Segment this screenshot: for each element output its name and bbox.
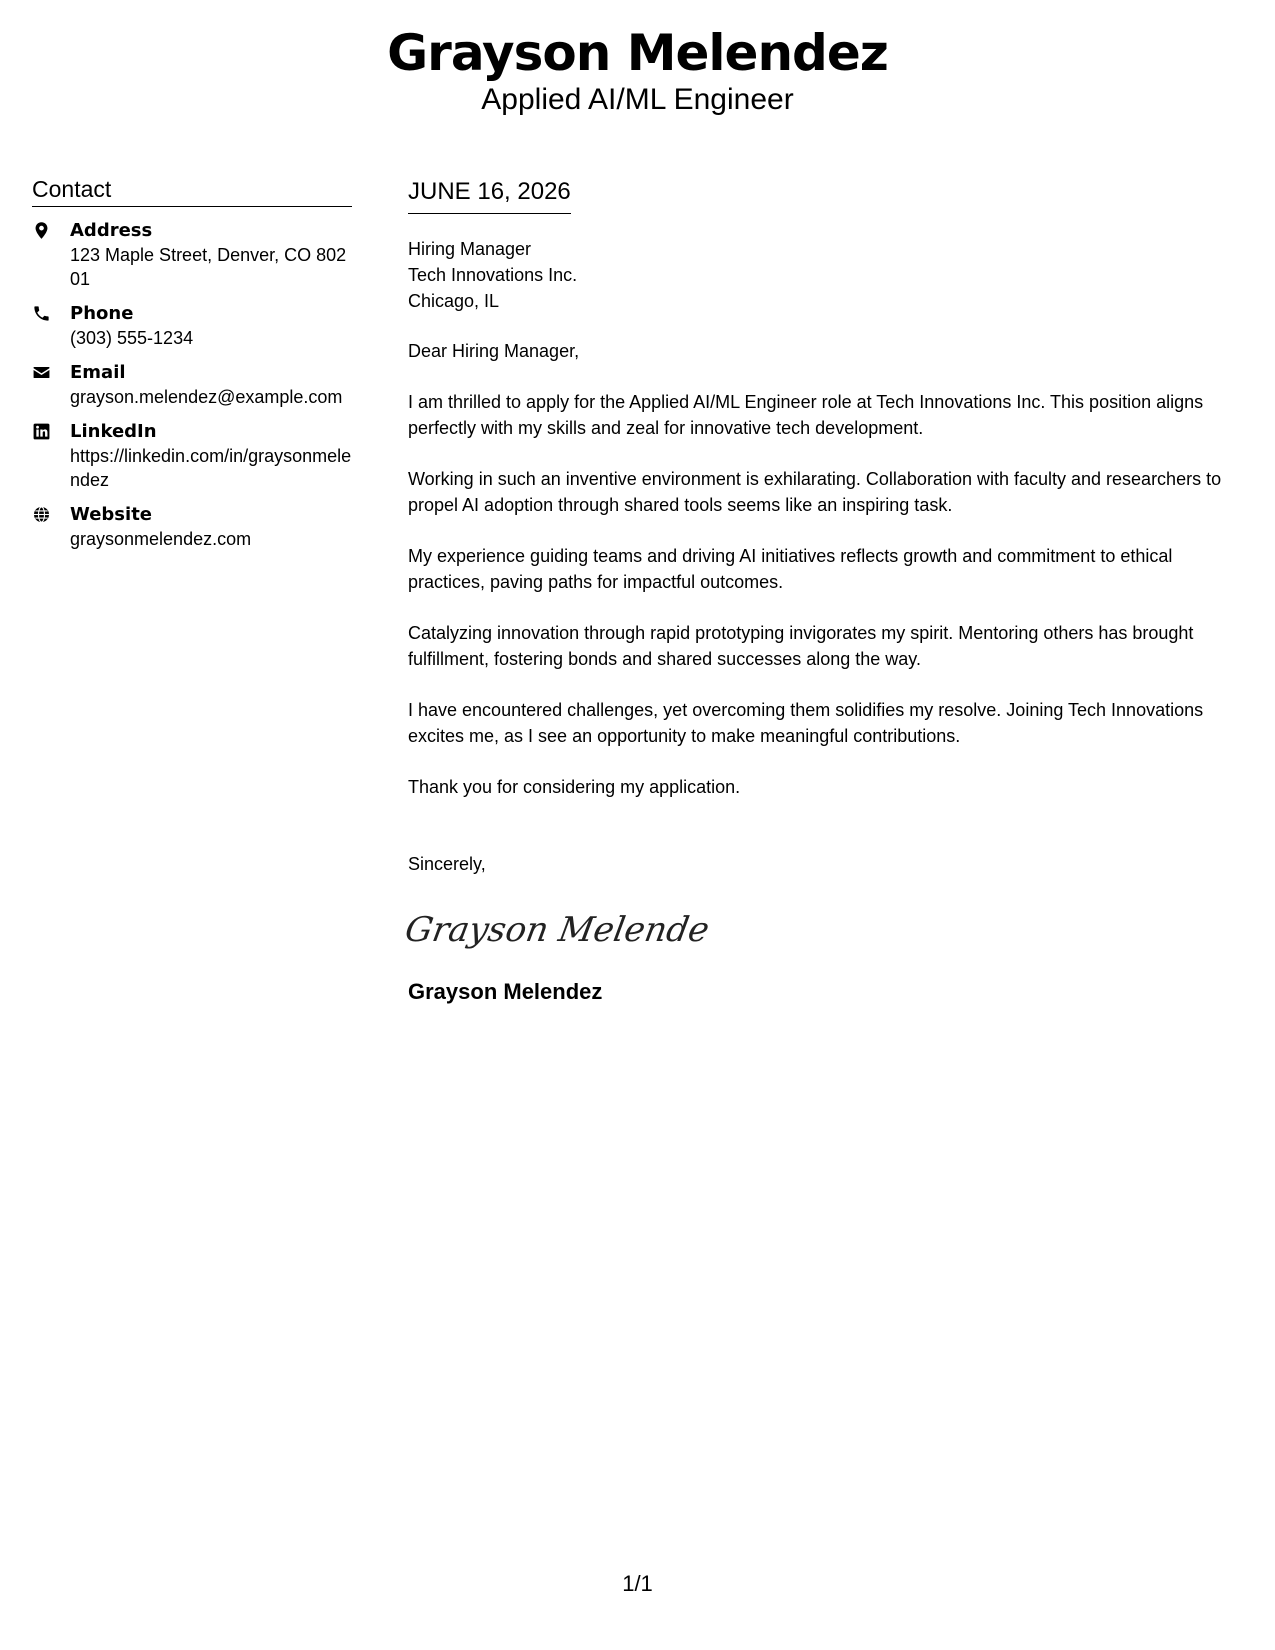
email-icon (32, 361, 70, 382)
resume-header (0, 20, 1275, 118)
linkedin-value[interactable]: https://linkedin.com/in/graysonmelendez (70, 446, 352, 490)
map-pin-icon (32, 219, 70, 240)
linkedin-icon (32, 420, 70, 441)
letter-paragraph: Catalyzing innovation through rapid prototyping invigorates my spirit. Mentoring others has brought fulfillment, fostering bonds and shared successes along the way. (408, 623, 1194, 669)
recipient-block (408, 236, 1251, 314)
letter-paragraph: Thank you for considering my application. (408, 777, 741, 797)
handwritten-signature (402, 905, 1251, 955)
globe-icon (32, 503, 70, 524)
letter-paragraph: My experience guiding teams and driving AI initiatives reflects growth and commitment to ethical practices, paving paths for impactful outcomes. (408, 546, 1173, 592)
recipient-location: Chicago, IL (408, 291, 500, 311)
email-label: Email (70, 362, 126, 383)
page-number: 1/1 (622, 1571, 653, 1596)
closing: Sincerely, (408, 854, 486, 874)
website-label: Website (70, 504, 153, 525)
cover-letter-body (402, 176, 1251, 1006)
contact-item-email (32, 361, 352, 409)
salutation: Dear Hiring Manager, (408, 341, 580, 361)
contact-item-phone (32, 302, 352, 350)
letter-paragraph: I have encountered challenges, yet overcoming them solidifies my resolve. Joining Tech Innovations excites me, as I see an opportunity to make meaningful contributions. (408, 700, 1204, 746)
recipient-name: Hiring Manager (408, 239, 532, 259)
phone-icon (32, 302, 70, 323)
applicant-title: Applied AI/ML Engineer (481, 83, 794, 116)
signature-text: Grayson Melende (402, 910, 713, 950)
signer-name: Grayson Melendez (408, 979, 603, 1004)
website-value[interactable]: graysonmelendez.com (70, 529, 252, 549)
contact-item-website (32, 503, 352, 551)
address-label: Address (70, 220, 153, 241)
email-value[interactable]: grayson.melendez@example.com (70, 387, 343, 407)
contact-item-linkedin (32, 420, 352, 492)
linkedin-label: LinkedIn (70, 421, 157, 442)
letter-paragraph: Working in such an inventive environment is exhilarating. Collaboration with faculty and researchers to propel AI adoption through shared tools seems like an inspiring task. (408, 469, 1222, 515)
phone-value: (303) 555-1234 (70, 328, 194, 348)
address-value: 123 Maple Street, Denver, CO 80201 (70, 245, 347, 289)
recipient-company: Tech Innovations Inc. (408, 265, 578, 285)
contact-sidebar (32, 174, 352, 562)
contact-section-title: Contact (32, 174, 352, 207)
letter-paragraph: I am thrilled to apply for the Applied AI/ML Engineer role at Tech Innovations Inc. This position aligns perfectly with my skills and zeal for innovative tech development. (408, 392, 1204, 438)
contact-item-address (32, 219, 352, 291)
phone-label: Phone (70, 303, 134, 324)
letter-date: JUNE 16, 2026 (408, 176, 571, 214)
applicant-name: Grayson Melendez (387, 24, 888, 82)
